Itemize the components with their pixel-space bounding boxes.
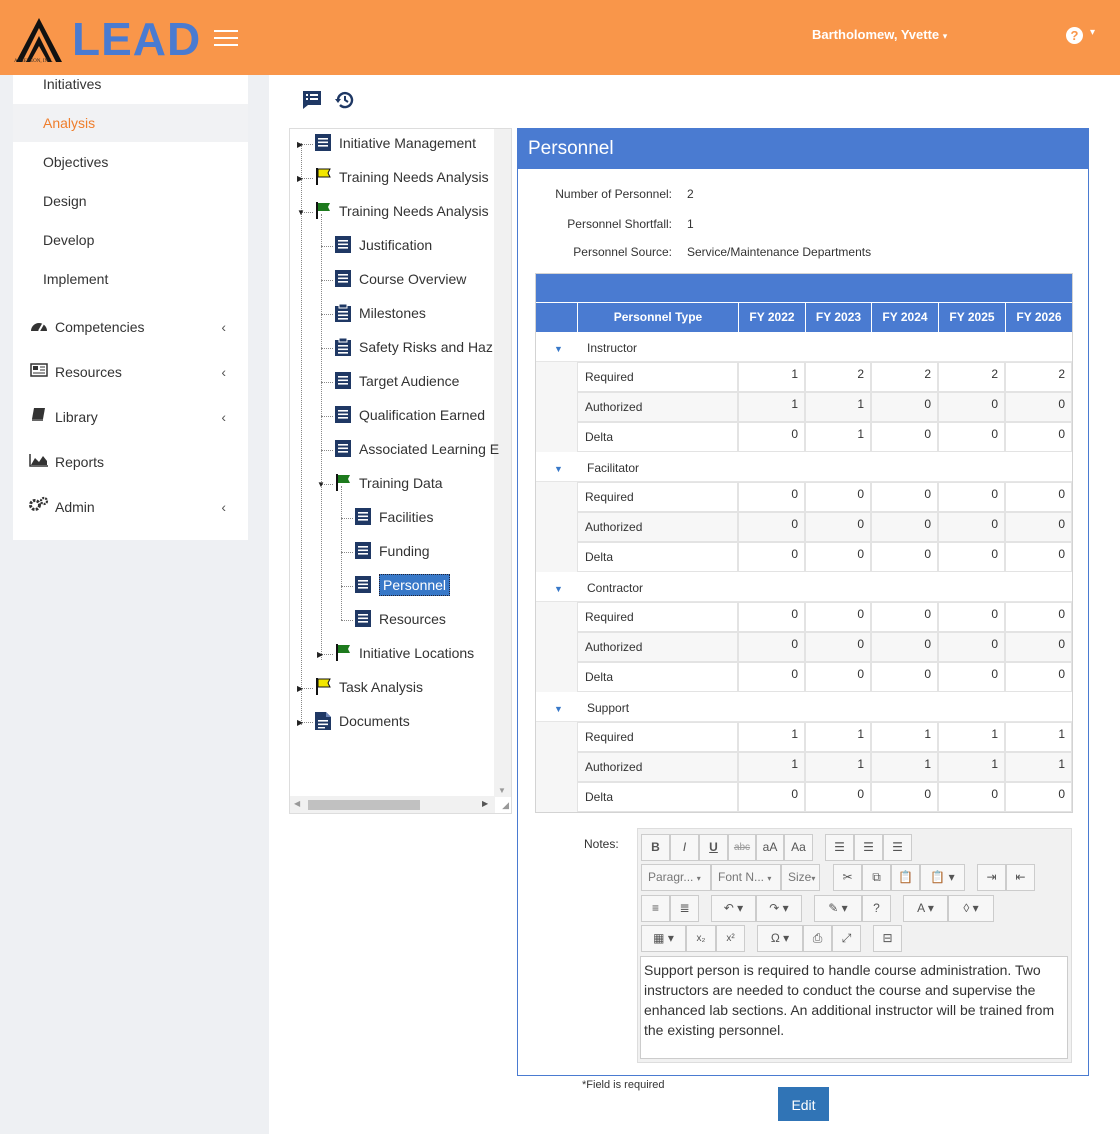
resize-handle-icon[interactable]: ◢	[502, 800, 509, 810]
caret-down-icon: ▾	[696, 874, 701, 883]
page-break-icon[interactable]: ⊟	[873, 925, 902, 952]
font-color-icon[interactable]: A ▾	[903, 895, 948, 922]
tree-connector-line	[341, 620, 353, 621]
company-name: AIMEREON, INC.	[14, 59, 53, 64]
grid-header-fy-2022[interactable]: FY 2022	[738, 303, 805, 332]
table-row-label: Required	[577, 482, 738, 512]
help-circle-icon[interactable]: ?	[862, 895, 891, 922]
table-cell[interactable]: 2	[871, 362, 938, 392]
table-row-label: Authorized	[577, 632, 738, 662]
paragraph-dropdown[interactable]: Paragr... ▾	[641, 864, 711, 891]
align-right-icon[interactable]: ☰	[883, 834, 912, 861]
strikethrough-button[interactable]: abc	[728, 834, 756, 861]
tree-node-justification[interactable]	[335, 233, 432, 257]
personnel-source-label: Personnel Source:	[573, 245, 672, 259]
tree-vertical-scrollbar[interactable]: ▼	[494, 129, 511, 797]
tree-node-label: Initiative Management	[339, 135, 476, 151]
cut-icon[interactable]: ✂	[833, 864, 862, 891]
personnel-source-value: Service/Maintenance Departments	[687, 245, 872, 259]
expand-arrow-icon[interactable]: ▶	[317, 650, 324, 659]
italic-button[interactable]: I	[670, 834, 699, 861]
table-cell[interactable]: 1	[738, 752, 805, 782]
table-cell[interactable]: 0	[938, 512, 1005, 542]
table-cell[interactable]: 0	[805, 632, 871, 662]
table-row-label: Required	[577, 362, 738, 392]
tree-node-qualification-earned[interactable]	[335, 403, 485, 427]
tree-node-training-needs-analysis[interactable]	[315, 165, 489, 189]
sidebar-item-design[interactable]: Design	[43, 193, 87, 209]
tree-connector-line	[341, 486, 342, 620]
group-name: Instructor	[587, 341, 638, 355]
table-cell[interactable]: 0	[805, 782, 871, 812]
tree-node-documents[interactable]	[315, 709, 410, 733]
tree-connector-line	[321, 246, 333, 247]
grid-group-panel	[536, 274, 1072, 302]
tree-connector-line	[321, 314, 333, 315]
table-row-label: Authorized	[577, 752, 738, 782]
document-list-icon	[355, 508, 371, 525]
table-cell[interactable]: 0	[871, 602, 938, 632]
sidebar-item-objectives[interactable]: Objectives	[43, 154, 109, 170]
chevron-left-icon: ‹	[221, 364, 226, 380]
table-cell[interactable]: 0	[871, 542, 938, 572]
tree-node-safety-risks-and-haz[interactable]	[335, 335, 493, 359]
table-cell[interactable]: 1	[938, 752, 1005, 782]
table-cell[interactable]: 0	[805, 542, 871, 572]
special-character-icon[interactable]: Ω ▾	[757, 925, 803, 952]
clipboard-icon	[335, 304, 351, 321]
row-gutter	[536, 632, 577, 662]
clipboard-icon	[335, 338, 351, 355]
tree-node-label: Resources	[379, 611, 446, 627]
table-cell[interactable]: 1	[1005, 722, 1072, 752]
table-cell[interactable]: 0	[1005, 602, 1072, 632]
yellow-flag-icon	[315, 168, 331, 185]
table-cell[interactable]: 0	[1005, 512, 1072, 542]
table-row-label: Delta	[577, 782, 738, 812]
document-list-icon	[335, 440, 351, 457]
tree-node-label: Training Needs Analysis	[339, 203, 489, 219]
group-name: Support	[587, 701, 630, 715]
table-cell[interactable]: 0	[738, 482, 805, 512]
tree-node-label: Task Analysis	[339, 679, 424, 695]
collapse-arrow-icon[interactable]: ▼	[317, 480, 325, 489]
tree-connector-line	[321, 416, 333, 417]
tree-node-label: Initiative Locations	[359, 645, 475, 661]
row-gutter	[536, 512, 577, 542]
menu-toggle-icon[interactable]	[214, 30, 238, 48]
table-row-label: Delta	[577, 662, 738, 692]
grid-header-fy-2025[interactable]: FY 2025	[938, 303, 1005, 332]
table-cell[interactable]: 1	[805, 422, 871, 452]
caret-down-icon: ▾	[767, 874, 772, 883]
table-cell[interactable]: 0	[1005, 482, 1072, 512]
table-cell[interactable]: 0	[805, 602, 871, 632]
table-cell[interactable]: 0	[1005, 542, 1072, 572]
table-cell[interactable]: 0	[871, 512, 938, 542]
table-cell[interactable]: 0	[938, 632, 1005, 662]
table-cell[interactable]: 0	[938, 422, 1005, 452]
table-cell[interactable]: 2	[1005, 362, 1072, 392]
table-cell[interactable]: 0	[1005, 782, 1072, 812]
table-cell[interactable]: 1	[738, 722, 805, 752]
row-gutter	[536, 782, 577, 812]
underline-button[interactable]: U	[699, 834, 728, 861]
tree-node-label: Documents	[339, 713, 410, 729]
tree-node-funding[interactable]	[355, 539, 430, 563]
align-center-icon[interactable]: ☰	[854, 834, 883, 861]
sidebar-item-reports[interactable]: Reports	[13, 440, 248, 484]
expand-arrow-icon[interactable]: ▶	[297, 174, 304, 183]
table-cell[interactable]: 0	[805, 662, 871, 692]
group-collapse-icon[interactable]: ▼	[554, 584, 563, 594]
chevron-left-icon: ‹	[221, 499, 226, 515]
table-cell[interactable]: 0	[938, 542, 1005, 572]
bold-button[interactable]: B	[641, 834, 670, 861]
table-cell[interactable]: 0	[1005, 422, 1072, 452]
table-cell[interactable]: 0	[938, 662, 1005, 692]
tree-node-associated-learning-e[interactable]	[335, 437, 499, 461]
tree-connector-line	[341, 586, 353, 587]
table-cell[interactable]: 1	[738, 362, 805, 392]
table-cell[interactable]: 0	[805, 512, 871, 542]
document-list-icon	[335, 236, 351, 253]
help-icon[interactable]: ?	[1066, 27, 1083, 44]
table-cell[interactable]: 0	[871, 422, 938, 452]
numbered-list-icon[interactable]: ≣	[670, 895, 699, 922]
green-flag-icon	[315, 202, 331, 219]
grid-group-row	[536, 333, 1072, 362]
font-name-dropdown[interactable]: Font N... ▾	[711, 864, 781, 891]
table-cell[interactable]: 0	[871, 392, 938, 422]
help-caret-icon[interactable]: ▾	[1090, 27, 1096, 38]
table-cell[interactable]: 0	[938, 482, 1005, 512]
personnel-shortfall-value: 1	[687, 217, 694, 231]
tree-node-personnel[interactable]	[355, 573, 450, 597]
caret-down-icon: ▾	[942, 31, 948, 41]
tree-connector-line	[321, 382, 333, 383]
row-gutter	[536, 542, 577, 572]
tree-connector-line	[321, 280, 333, 281]
bulleted-list-icon[interactable]: ≡	[641, 895, 670, 922]
newspaper-icon	[29, 351, 49, 395]
tree-node-course-overview[interactable]	[335, 267, 466, 291]
edit-button[interactable]: Edit	[778, 1087, 829, 1121]
table-cell[interactable]: 1	[871, 722, 938, 752]
row-gutter	[536, 362, 577, 392]
tree-connector-line	[321, 450, 333, 451]
table-icon[interactable]: ▦ ▾	[641, 925, 686, 952]
notes-label: Notes:	[584, 837, 619, 851]
group-collapse-icon[interactable]: ▼	[554, 704, 563, 714]
tree-node-label: Target Audience	[359, 373, 460, 389]
tree-connector-line	[301, 143, 302, 725]
tree-node-facilities[interactable]	[355, 505, 433, 529]
collapse-arrow-icon[interactable]: ▼	[297, 208, 305, 217]
indent-icon[interactable]: ⇥	[977, 864, 1006, 891]
document-list-icon	[355, 542, 371, 559]
sidebar-item-admin[interactable]: Admin ‹	[13, 485, 248, 529]
area-chart-icon	[29, 441, 49, 485]
uppercase-button[interactable]: aA	[756, 834, 784, 861]
table-row-label: Authorized	[577, 392, 738, 422]
personnel-grid	[535, 273, 1073, 813]
dashboard-icon	[29, 306, 49, 350]
grid-group-row	[536, 453, 1072, 482]
green-flag-icon	[335, 644, 351, 661]
group-collapse-icon[interactable]: ▼	[554, 464, 563, 474]
table-cell[interactable]: 0	[738, 602, 805, 632]
gears-icon	[29, 486, 49, 530]
table-cell[interactable]: 1	[805, 392, 871, 422]
tree-node-label: Training Data	[359, 475, 443, 491]
tree-node-label: Safety Risks and Haz	[359, 339, 493, 355]
tree-node-label: Qualification Earned	[359, 407, 486, 423]
caret-down-icon: ▾	[811, 874, 816, 883]
table-cell[interactable]: 0	[738, 782, 805, 812]
tree-node-milestones[interactable]	[335, 301, 426, 325]
paste-icon[interactable]: 📋	[891, 864, 920, 891]
table-cell[interactable]: 2	[805, 362, 871, 392]
background-color-icon[interactable]: ◊ ▾	[948, 895, 994, 922]
tree-connector-line	[341, 518, 353, 519]
tree-node-label: Milestones	[359, 305, 426, 321]
table-cell[interactable]: 0	[1005, 662, 1072, 692]
required-field-note: *Field is required	[582, 1079, 665, 1091]
tree-node-training-data[interactable]	[335, 471, 443, 495]
yellow-flag-icon	[315, 678, 331, 695]
grid-header-fy-2026[interactable]: FY 2026	[1005, 303, 1072, 332]
document-list-icon	[315, 134, 331, 151]
personnel-shortfall-label: Personnel Shortfall:	[567, 217, 672, 231]
table-cell[interactable]: 0	[738, 542, 805, 572]
table-cell[interactable]: 1	[871, 752, 938, 782]
tree-node-label: Course Overview	[359, 271, 467, 287]
table-cell[interactable]: 0	[871, 482, 938, 512]
notes-text-area[interactable]: Support person is required to handle course administration. Two instructors are needed to conduct the course and supervise the enhanced lab sections. An additional instructor will be trained from the existing personnel.	[640, 956, 1068, 1059]
table-cell[interactable]: 0	[938, 782, 1005, 812]
book-icon	[29, 396, 49, 440]
table-cell[interactable]: 0	[738, 632, 805, 662]
grid-header-gutter	[536, 303, 577, 332]
sidebar-item-resources[interactable]: Resources ‹	[13, 350, 248, 394]
table-cell[interactable]: 0	[871, 662, 938, 692]
copy-icon[interactable]: ⧉	[862, 864, 891, 891]
sidebar	[13, 75, 248, 540]
tree-node-label: Funding	[379, 543, 430, 559]
print-icon[interactable]: ⎙	[803, 925, 832, 952]
table-cell[interactable]: 1	[805, 752, 871, 782]
table-cell[interactable]: 1	[938, 722, 1005, 752]
lead-logo[interactable]: LEAD	[72, 13, 202, 65]
app-header	[0, 0, 1120, 75]
table-cell[interactable]: 0	[1005, 392, 1072, 422]
chevron-left-icon: ‹	[221, 409, 226, 425]
table-cell[interactable]: 0	[871, 782, 938, 812]
row-gutter	[536, 422, 577, 452]
table-row-label: Required	[577, 602, 738, 632]
tree-node-label: Associated Learning E	[359, 441, 500, 457]
lowercase-button[interactable]: Aa	[784, 834, 813, 861]
tree-node-target-audience[interactable]	[335, 369, 459, 393]
table-row-label: Delta	[577, 422, 738, 452]
green-flag-icon	[335, 474, 351, 491]
document-list-icon	[335, 270, 351, 287]
row-gutter	[536, 722, 577, 752]
sidebar-item-initiatives[interactable]: Initiatives	[43, 76, 102, 92]
tree-horizontal-scrollbar[interactable]: ◀ ▶	[290, 796, 495, 813]
document-list-icon	[355, 576, 371, 593]
panel-title: Personnel	[518, 129, 1088, 169]
table-cell[interactable]: 1	[805, 722, 871, 752]
paste-special-icon[interactable]: 📋 ▾	[920, 864, 965, 891]
table-cell[interactable]: 0	[871, 632, 938, 662]
sidebar-item-develop[interactable]: Develop	[43, 232, 95, 248]
sidebar-item-library[interactable]: Library ‹	[13, 395, 248, 439]
expand-arrow-icon[interactable]: ▶	[297, 140, 304, 149]
table-cell[interactable]: 0	[738, 662, 805, 692]
tree-node-label: Facilities	[379, 509, 434, 525]
user-menu[interactable]	[812, 27, 947, 42]
row-gutter	[536, 752, 577, 782]
grid-header-fy-2024[interactable]: FY 2024	[871, 303, 938, 332]
group-collapse-icon[interactable]: ▼	[554, 344, 563, 354]
sidebar-item-implement[interactable]: Implement	[43, 271, 109, 287]
table-cell[interactable]: 0	[938, 392, 1005, 422]
document-list-icon	[335, 372, 351, 389]
group-name: Facilitator	[587, 461, 640, 475]
row-gutter	[536, 392, 577, 422]
table-cell[interactable]: 1	[1005, 752, 1072, 782]
user-name: Bartholomew, Yvette	[812, 27, 940, 42]
chevron-left-icon: ‹	[221, 319, 226, 335]
outdent-icon[interactable]: ⇤	[1006, 864, 1035, 891]
table-cell[interactable]: 0	[805, 482, 871, 512]
sidebar-item-analysis[interactable]: Analysis	[13, 104, 248, 142]
number-of-personnel-value: 2	[687, 187, 694, 201]
sidebar-item-competencies[interactable]: Competencies ‹	[13, 305, 248, 349]
table-row-label: Authorized	[577, 512, 738, 542]
table-cell[interactable]: 0	[938, 602, 1005, 632]
tree-node-label: Personnel	[379, 574, 450, 596]
tree-node-initiative-management[interactable]	[315, 131, 476, 155]
history-icon[interactable]	[334, 89, 356, 111]
row-gutter	[536, 662, 577, 692]
grid-header-personnel-type[interactable]: Personnel Type	[577, 303, 738, 332]
number-of-personnel-label: Number of Personnel:	[555, 187, 672, 201]
table-cell[interactable]: 0	[738, 512, 805, 542]
superscript-icon[interactable]: x²	[716, 925, 745, 952]
tree-node-resources[interactable]	[355, 607, 446, 631]
subscript-icon[interactable]: x₂	[686, 925, 716, 952]
expand-arrow-icon[interactable]: ▶	[297, 684, 304, 693]
fullscreen-icon[interactable]: ⤢	[832, 925, 861, 952]
tree-node-label: Justification	[359, 237, 433, 253]
tree-connector-line	[341, 552, 353, 553]
table-cell[interactable]: 0	[738, 422, 805, 452]
expand-arrow-icon[interactable]: ▶	[297, 718, 304, 727]
table-cell[interactable]: 2	[938, 362, 1005, 392]
row-gutter	[536, 602, 577, 632]
tree-node-task-analysis[interactable]	[315, 675, 423, 699]
scroll-thumb[interactable]	[308, 800, 420, 810]
grid-group-row	[536, 573, 1072, 602]
tree-node-label: Training Needs Analysis	[339, 169, 489, 185]
tree-node-initiative-locations[interactable]	[335, 641, 474, 665]
row-gutter	[536, 482, 577, 512]
grid-header-fy-2023[interactable]: FY 2023	[805, 303, 871, 332]
document-list-icon	[355, 610, 371, 627]
align-left-icon[interactable]: ☰	[825, 834, 854, 861]
tree-node-training-needs-analysis[interactable]	[315, 199, 489, 223]
table-cell[interactable]: 0	[1005, 632, 1072, 662]
undo-icon[interactable]: ↶ ▾	[711, 895, 756, 922]
table-row-label: Required	[577, 722, 738, 752]
file-icon	[315, 712, 331, 729]
table-cell[interactable]: 1	[738, 392, 805, 422]
font-size-dropdown[interactable]: Size▾	[781, 864, 820, 891]
redo-icon[interactable]: ↷ ▾	[756, 895, 802, 922]
grid-group-row	[536, 693, 1072, 722]
tree-connector-line	[321, 348, 333, 349]
table-row-label: Delta	[577, 542, 738, 572]
group-name: Contractor	[587, 581, 644, 595]
comment-list-icon[interactable]	[301, 89, 323, 111]
document-list-icon	[335, 406, 351, 423]
clear-format-icon[interactable]: ✎ ▾	[814, 895, 862, 922]
